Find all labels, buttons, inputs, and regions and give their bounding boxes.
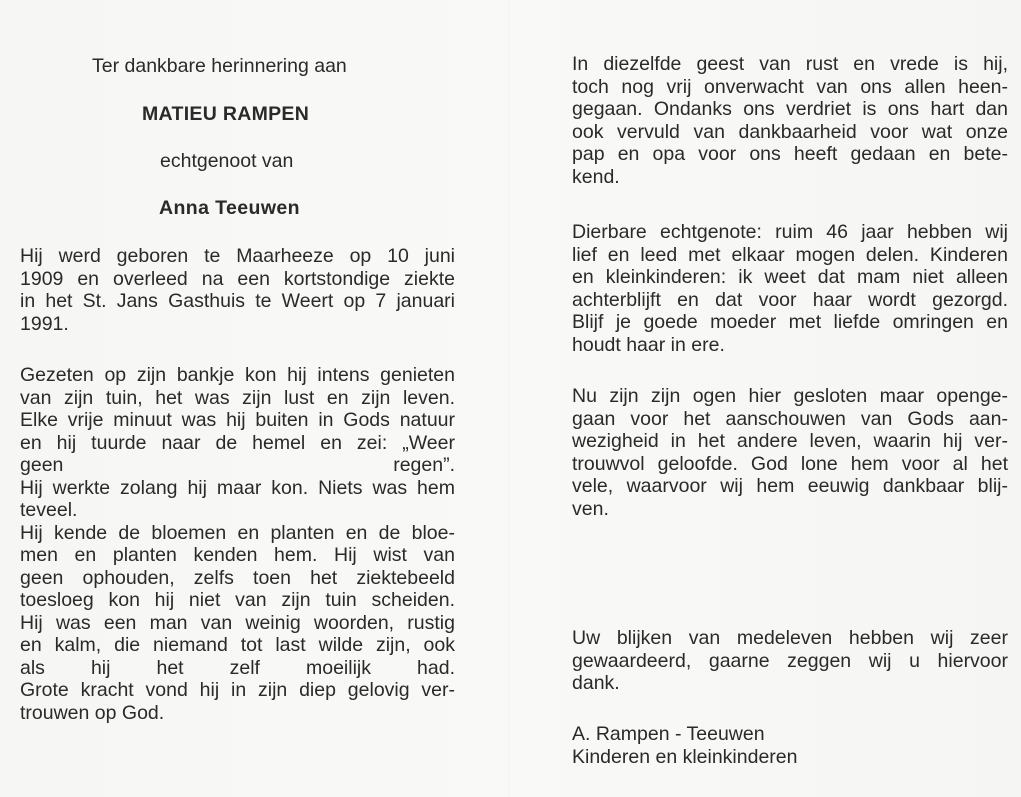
text-line: gewaardeerd, gaarne zeggen wij u hiervoor: [572, 649, 1008, 672]
text-line: 1909 en overleed na een kortstondige ziekte: [20, 267, 455, 290]
text-line: en kleinkinderen: ik weet dat mam niet alleen: [572, 266, 1008, 288]
text-line: van zijn tuin, het was zijn lust en zijn leven.: [20, 386, 455, 409]
text-line: Uw blijken van medeleven hebben wij zeer: [572, 627, 1008, 649]
text-line: gaan voor het aanschouwen van Gods aan-: [572, 407, 1008, 430]
text-line: vele, waarvoor wij hem eeuwig dankbaar blij-: [572, 475, 1008, 497]
text-line: Grote kracht vond hij in zijn diep gelovig ver-: [20, 679, 455, 701]
signature-family: Kinderen en kleinkinderen: [572, 745, 798, 768]
text-line: Gezeten op zijn bankje kon hij intens genieten: [20, 364, 455, 386]
text-line: als hij het zelf moeilijk had.: [20, 656, 455, 679]
text-line: Blijf je goede moeder met liefde omringen en: [572, 311, 1008, 333]
intro-line: Ter dankbare herinnering aan: [92, 55, 347, 77]
paragraph-life: [20, 364, 455, 724]
text-line: achterblijft en dat voor haar wordt gezorgd.: [572, 288, 1008, 311]
paragraph-thanks: [572, 627, 1008, 695]
text-line: trouwvol geloofde. God lone hem voor al het: [572, 452, 1008, 475]
text-line: in het St. Jans Gasthuis te Weert op 7 januari: [20, 290, 455, 312]
paragraph-faith: [572, 385, 1008, 520]
text-line: Dierbare echtgenote: ruim 46 jaar hebben wij: [572, 221, 1008, 243]
text-line: ook vervuld van dankbaarheid voor wat onze: [572, 120, 1008, 143]
text-line: men en planten kenden hem. Hij wist van: [20, 544, 455, 566]
text-line: dank.: [572, 672, 620, 694]
text-line: gegaan. Ondanks ons verdriet is ons hart dan: [572, 98, 1008, 120]
paragraph-passing: [572, 53, 1008, 188]
text-line: houdt haar in ere.: [572, 333, 725, 356]
text-line: Hij was een man van weinig woorden, rustig: [20, 611, 455, 634]
text-line: Hij kende de bloemen en planten en de bloe-: [20, 521, 455, 544]
text-line: 1991.: [20, 312, 69, 335]
text-line: In diezelfde geest van rust en vrede is hij,: [572, 53, 1008, 75]
text-line: ven.: [572, 497, 609, 520]
text-line: pap en opa voor ons heeft gedaan en bete-: [572, 143, 1008, 165]
text-line: Elke vrije minuut was hij buiten in Gods natuur: [20, 409, 455, 431]
spouse-name: Anna Teeuwen: [159, 197, 300, 219]
text-line: lief en leed met elkaar mogen delen. Kinderen: [572, 243, 1008, 266]
text-line: en hij tuurde naar de hemel en zei: „Weer: [20, 431, 455, 454]
text-line: toesloeg kon hij niet van zijn tuin scheiden.: [20, 589, 455, 611]
paragraph-birth: [20, 245, 455, 335]
text-line: trouwen op God.: [20, 701, 165, 724]
text-line: kend.: [572, 165, 620, 188]
deceased-name: MATIEU RAMPEN: [142, 103, 310, 125]
signature-name: A. Rampen - Teeuwen: [572, 723, 765, 745]
card-fold: [508, 0, 509, 797]
text-line: geen regen”.: [20, 454, 455, 476]
relation-line: echtgenoot van: [160, 150, 294, 172]
text-line: toch nog vrij onverwacht van ons allen heen-: [572, 75, 1008, 98]
text-line: Hij werkte zolang hij maar kon. Niets was hem: [20, 476, 455, 499]
text-line: teveel.: [20, 499, 78, 521]
signature-block: [572, 723, 1008, 768]
text-line: Nu zijn zijn ogen hier gesloten maar openge-: [572, 385, 1008, 407]
text-line: wezigheid in het andere leven, waarin hij ver-: [572, 430, 1008, 452]
text-line: geen ophouden, zelfs toen het ziektebeeld: [20, 566, 455, 589]
paragraph-spouse: [572, 221, 1008, 356]
text-line: Hij werd geboren te Maarheeze op 10 juni: [20, 245, 455, 267]
text-line: en kalm, die niemand tot last wilde zijn, ook: [20, 634, 455, 656]
